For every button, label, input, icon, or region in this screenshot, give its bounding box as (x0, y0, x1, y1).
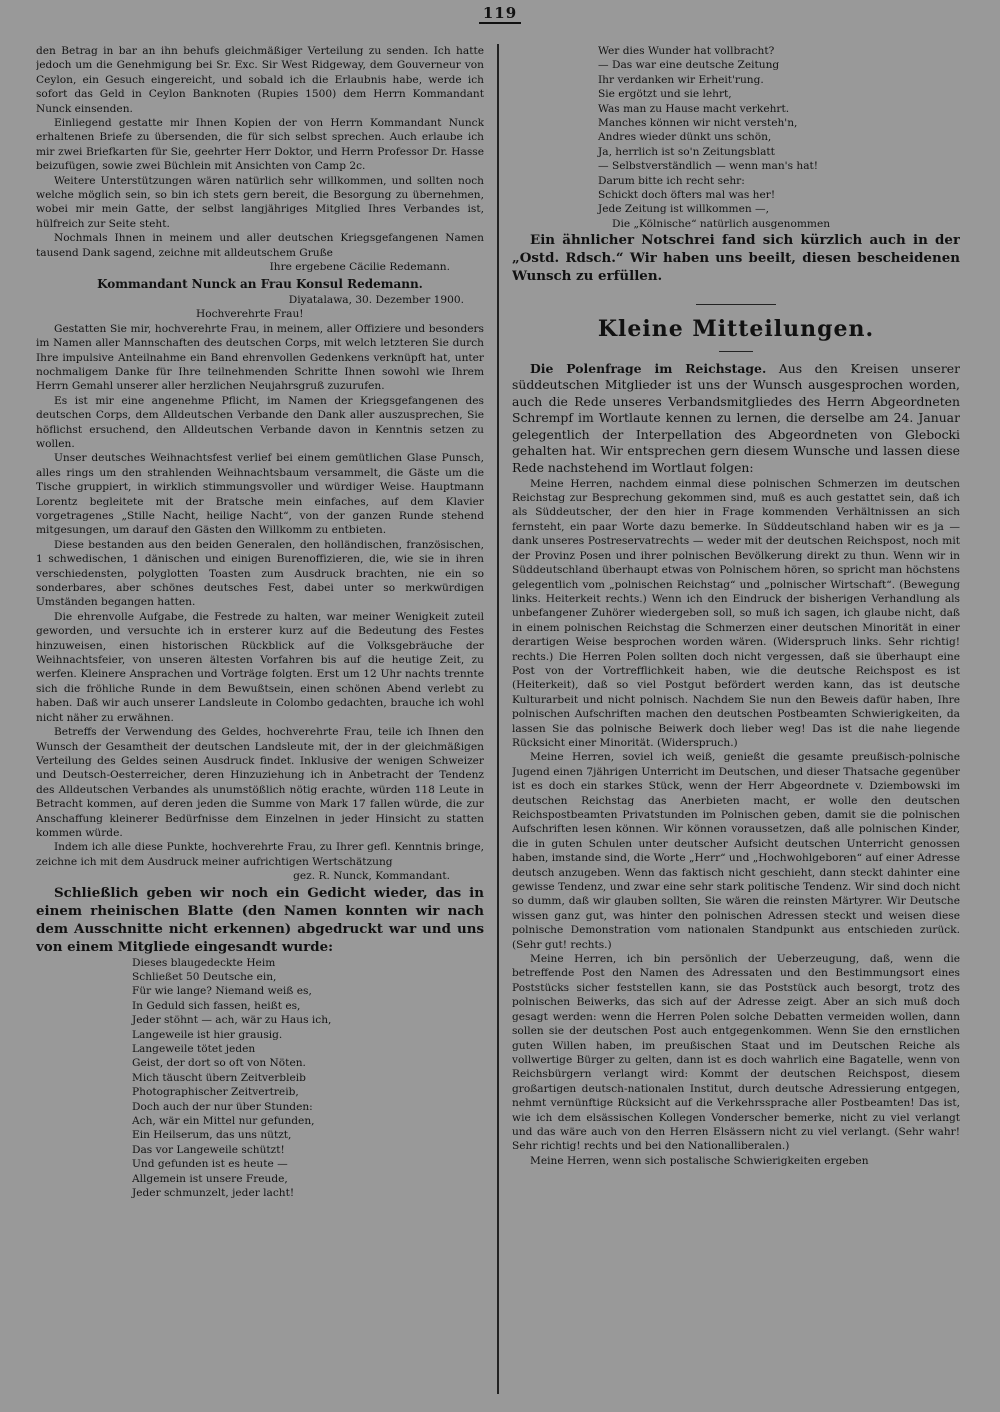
poem-line: Sie ergötzt und sie lehrt, (598, 88, 732, 101)
poem (36, 956, 484, 1201)
poem-line: — Selbstverständlich — wenn man's hat! (598, 160, 819, 173)
poem-line: Schließet 50 Deutsche ein, (132, 970, 277, 983)
poem-line: Allgemein ist unsere Freude, (132, 1172, 288, 1185)
poem-line: Dieses blaugedeckte Heim (132, 956, 276, 969)
signature: Ihre ergebene Cäcilie Redemann. (269, 261, 450, 274)
poem-line: Für wie lange? Niemand weiß es, (132, 985, 312, 998)
paragraph: Gestatten Sie mir, hochverehrte Frau, in meinem, aller Offiziere und besonders im Namen aller Mannschaften des deutschen Corps, mit welch letzteren Sie durch Ihre impulsive Anteilnahme ein Band ehrenvollen Gedenkens verknüpft hat, unter nochmaligem Danke für Ihre teilnehmenden Schritte Ihnen sowohl wie Ihrem Herrn Gemahl unserer aller herzlichen Neujahrsgruß zuzurufen. (36, 322, 484, 393)
poem-line: Wer dies Wunder hat vollbracht? (598, 45, 775, 57)
poem-line: Ein Heilserum, das uns nützt, (132, 1129, 292, 1142)
paragraph: Unser deutsches Weihnachtsfest verlief bei einem gemütlichen Glase Punsch, alles rings um den strahlenden Weihnachtsbaum versammelt, die Gäste um die Tische gruppiert, in wirklich stimmungsvoller und würdiger Weise. Hauptmann Lorentz begleitete mit der Bratsche mein einfaches, auf dem Klavier vorgetragenes „Stille Nacht, heilige Nacht“, von der ganzen Runde stehend mitgesungen, um darauf den Gästen den Willkomm zu entbieten. (36, 452, 484, 537)
intro-paragraph: Schließlich geben wir noch ein Gedicht wieder, das in einem rheinischen Blatte (den Namen konnten wir nach dem Ausschnitte nicht erkennen) abgedruckt war und uns von einem Mitgliede eingesandt wurde: (36, 884, 484, 955)
poem-line: Doch auch der nur über Stunden: (132, 1100, 313, 1113)
paragraph: Diese bestanden aus den beiden Generalen, den holländischen, französischen, 1 schwedischen, 1 dänischen und einigen Burenoffizieren, die, wie sie in ihren verschiedensten, polyglotten Toasten zum Ausdruck brachten, nie ein so sonderbares, aber schönes deutsches Fest, dabei unter so merkwürdigen Umständen begangen hatten. (36, 538, 484, 609)
paragraph: Die ehrenvolle Aufgabe, die Festrede zu halten, war meiner Wenigkeit zuteil geworden, und versuchte ich in ersterer kurz auf die Bedeutung des Festes hinzuweisen, einen historischen Rückblick auf die Volksgebräuche der Weihnachtsfeier, von unseren ältesten Vorfahren bis auf die heutige Zeit, zu werfen. Kleinere Ansprachen und Vorträge folgten. Erst um 12 Uhr nachts trennte sich die fröhliche Runde in dem Bewußtsein, einen schönen Abend verlebt zu haben. Daß wir auch unserer Landsleute in Colombo gedachten, brauche ich wohl nicht näher zu erwähnen. (36, 610, 484, 724)
dateline: Diyatalawa, 30. Dezember 1900. (288, 293, 464, 306)
poem-line: Das vor Langeweile schützt! (132, 1143, 285, 1156)
separator (512, 295, 960, 309)
poem-line: Andres wieder dünkt uns schön, (598, 131, 772, 144)
section-title: Kleine Mitteilungen. (597, 315, 875, 342)
paragraph: Es ist mir eine angenehme Pflicht, im Namen der Kriegsgefangenen des deutschen Corps, dem Alldeutschen Verbande den Dank aller auszusprechen, Sie höflichst ersuchend, den Alldeutschen Verbande davon in Kenntnis setzen zu wollen. (36, 394, 484, 450)
poem-line: Manches können wir nicht versteh'n, (598, 117, 798, 130)
paragraph: Einliegend gestatte mir Ihnen Kopien der von Herrn Kommandant Nunck erhaltenen Briefe zu übersenden, die für sich selbst sprechen. Auch erlaube ich mir zwei Briefkarten für Sie, geehrter Herr Doktor, und Herrn Professor Dr. Hasse beizufügen, sowie zwei Büchlein mit Ansichten von Camp 2c. (36, 117, 484, 173)
salutation: Hochverehrte Frau! (196, 308, 304, 321)
lead-paragraph (512, 361, 960, 477)
page-number: 119 (0, 4, 1000, 22)
poem-line: Ja, herrlich ist so'n Zeitungsblatt (598, 145, 775, 158)
paragraph: Ein ähnlicher Notschrei fand sich kürzlich auch in der „Ostd. Rdsch.“ Wir haben uns beeilt, diesen bescheidenen Wunsch zu erfüllen. (512, 232, 960, 285)
left-column (36, 44, 484, 1394)
paragraph: Meine Herren, ich bin persönlich der Ueberzeugung, daß, wenn die betreffende Post den Namen des Adressaten und den Bestimmungsort eines Poststücks sicher feststellen kann, sie das Poststück auch besorgt, trotz des polnischen Beiwerks, das sich auf der Adresse zeigt. Aber an sich muß doch gesagt werden: wenn die Herren Polen solche Debatten vermeiden wollen, dann sollen sie der deutschen Post auch entgegenkommen. Wenn Sie den ernstlichen guten Willen haben, im preußischen Staat und im Deutschen Reiche als vollwertige Bürger zu gelten, dann ist es doch wahrlich eine Bagatelle, wenn von Reichsbürgern verlangt wird: Kommt der deutschen Reichspost, diesem großartigen deutsch-nationalen Institut, durch deutsche Adressierung entgegen, nehmt vernünftige Rücksicht auf die Verkehrssprache aller Postbeamten! Das ist, wie ich dem elsässischen Kollegen Vonderscher bemerke, nicht zu viel verlangt und das wäre auch von den Herren Elsässern nicht zu viel verlangt. (Sehr wahr! Sehr richtig! rechts und bei den Nationalliberalen.) (512, 953, 960, 1153)
poem-line: Und gefunden ist es heute — (132, 1158, 288, 1171)
paragraph: Meine Herren, wenn sich postalische Schwierigkeiten ergeben (530, 1154, 869, 1167)
paragraph: Meine Herren, soviel ich weiß, genießt die gesamte preußisch-polnische Jugend einen 7jährigen Unterricht im Deutschen, und dieser Thatsache gegenüber ist es doch ein starkes Stück, wenn der Herr Abgeordnete v. Dziembowski im deutschen Reichstag das Anerbieten macht, er wolle den deutschen Reichspostbeamten Privatstunden im Polnischen geben, damit sie die polnischen Aufschriften lesen können. Wir können voraussetzen, daß alle polnischen Kinder, die in guten Schulen unter deutscher Aufsicht deutschen Unterricht genossen haben, imstande sind, die Worte „Herr“ und „Hochwohlgeboren“ auf einer Adresse deutsch anzugeben. Wenn das faktisch nicht geschieht, dann steckt dahinter eine gewisse Tendenz, und zwar eine sehr stark politische Tendenz. Wir sind doch nicht so dumm, daß wir glauben sollten, Sie wären die reinsten Märtyrer. Wir Deutsche wissen ganz gut, was hinter den polnischen Adressen steckt und weisen diese polnische Demonstration vom nationalen Standpunkt aus entschieden zurück. (Sehr gut! rechts.) (512, 751, 960, 951)
paragraph: Nochmals Ihnen in meinem und aller deutschen Kriegsgefangenen Namen tausend Dank sagend, zeichne mit alldeutschem Gruße (36, 232, 484, 259)
poem-continued (512, 44, 960, 231)
poem-line: Die „Kölnische“ natürlich ausgenommen (612, 217, 831, 230)
paragraph: Betreffs der Verwendung des Geldes, hochverehrte Frau, teile ich Ihnen den Wunsch der Gesamtheit der deutschen Landsleute mit, der in der gleichmäßigen Verteilung des Geldes seinen Ausdruck findet. Inklusive der wenigen Schweizer und Deutsch-Oesterreicher, deren Hinzuziehung ich in Anbetracht der Tendenz des Alldeutschen Verbandes als unumstößlich nötig erachte, würden 118 Leute in Betracht kommen, auf deren jeden die Summe von Mark 17 fallen würde, die zur Anschaffung kleinerer Bedürfnisse dem Einzelnen in jeder Hinsicht zu statten kommen würde. (36, 726, 484, 839)
article-title: Die Polenfrage im Reichstage. (530, 360, 767, 376)
poem-line: Jede Zeitung ist willkommen —, (598, 203, 769, 216)
poem-line: Jeder schmunzelt, jeder lacht! (132, 1187, 295, 1200)
poem-line: Geist, der dort so oft von Nöten. (132, 1057, 306, 1070)
paragraph: Indem ich alle diese Punkte, hochverehrte Frau, zu Ihrer gefl. Kenntnis bringe, zeichne ich mit dem Ausdruck meiner aufrichtigen Wertschätzung (36, 841, 484, 868)
letter-heading: Kommandant Nunck an Frau Konsul Redemann. (97, 276, 423, 291)
poem-line: — Das war eine deutsche Zeitung (598, 59, 780, 72)
right-column (512, 44, 960, 1394)
column-divider (497, 44, 499, 1394)
poem-line: Schickt doch öfters mal was her! (598, 189, 776, 202)
lead-text: Aus den Kreisen unserer süddeutschen Mitglieder ist uns der Wunsch ausgesprochen worden, auch die Rede unseres Verbandsmitgliedes des Herrn Abgeordneten Schrempf im Wortlaute kennen zu lernen, die derselbe am 24. Januar gelegentlich der Interpellation des Abgeordneten von Glebocki gehalten hat. Wir entsprechen gern diesem Wunsche und lassen diese Rede nachstehend im Wortlaut folgen: (512, 360, 960, 476)
poem-line: Ihr verdanken wir Erheit'rung. (598, 73, 764, 86)
poem-line: Mich täuscht übern Zeitverbleib (132, 1071, 306, 1084)
poem-line: Langeweile ist hier grausig. (132, 1028, 283, 1041)
poem-line: Photographischer Zeitvertreib, (132, 1086, 299, 1099)
paragraph: den Betrag in bar an ihn behufs gleichmäßiger Verteilung zu senden. Ich hatte jedoch um die Genehmigung bei Sr. Exc. Sir West Ridgeway, dem Gouverneur von Ceylon, ein Gesuch eingereicht, und sobald ich die Erlaubnis habe, werde ich sofort das Geld in Ceylon Banknoten (Rupies 1500) dem Herrn Kommandant Nunck einsenden. (36, 45, 484, 115)
poem-line: In Geduld sich fassen, heißt es, (132, 999, 301, 1012)
poem-line: Was man zu Hause macht verkehrt. (598, 102, 790, 115)
poem-line: Langeweile tötet jeden (132, 1043, 256, 1055)
paragraph: Weitere Unterstützungen wären natürlich sehr willkommen, und sollten noch welche möglich sein, so bin ich stets gern bereit, die Besorgung zu übernehmen, wobei mir mein Gatte, der selbst langjähriges Mitglied Ihres Verbandes ist, hülfreich zur Seite steht. (36, 174, 484, 230)
separator (512, 342, 960, 356)
poem-line: Ach, wär ein Mittel nur gefunden, (132, 1115, 315, 1128)
poem-line: Jeder stöhnt — ach, wär zu Haus ich, (132, 1014, 332, 1027)
poem-line: Darum bitte ich recht sehr: (598, 174, 745, 187)
paragraph: Meine Herren, nachdem einmal diese polnischen Schmerzen im deutschen Reichstag zur Besprechung gekommen sind, muß es auch gestattet sein, daß ich als Süddeutscher, der den hier in Frage kommenden Verhältnissen an sich fernsteht, ein paar Worte dazu bemerke. In Süddeutschland haben wir es ja — dank unseres Postreservatrechts — weder mit der deutschen Reichspost, noch mit der Provinz Posen und ihrer polnischen Bevölkerung direkt zu thun. Wenn wir in Süddeutschland überhaupt etwas von Polnischem hören, so spricht man höchstens gelegentlich vom „polnischen Reichstag“ und „polnischer Wirtschaft“. (Bewegung links. Heiterkeit rechts.) Wenn ich den Eindruck der bisherigen Verhandlung als unbefangener Zuhörer wiedergeben soll, so muß ich sagen, ich glaube nicht, daß in einem polnischen Reichstag die Schmerzen einer deutschen Minorität in einer derartigen Weise besprochen worden wären. (Widerspruch links. Sehr richtig! rechts.) Die Herren Polen sollten doch nicht vergessen, daß sie überhaupt eine Post von der Vortrefflichkeit haben, wie die deutsche Reichspost es ist (Heiterkeit), daß so viel Postgut befördert werden kann, das ist deutsche Kulturarbeit und nicht polnisch. Nachdem Sie nun den Beweis dafür haben, Ihre polnischen Aufschriften machen den deutschen Postbeamten Schwierigkeiten, da lassen Sie das polnische Beiwerk doch lieber weg! Das ist die nahe liegende Rücksicht einer Minorität. (Widerspruch.) (512, 477, 960, 749)
signature: gez. R. Nunck, Kommandant. (293, 870, 450, 883)
